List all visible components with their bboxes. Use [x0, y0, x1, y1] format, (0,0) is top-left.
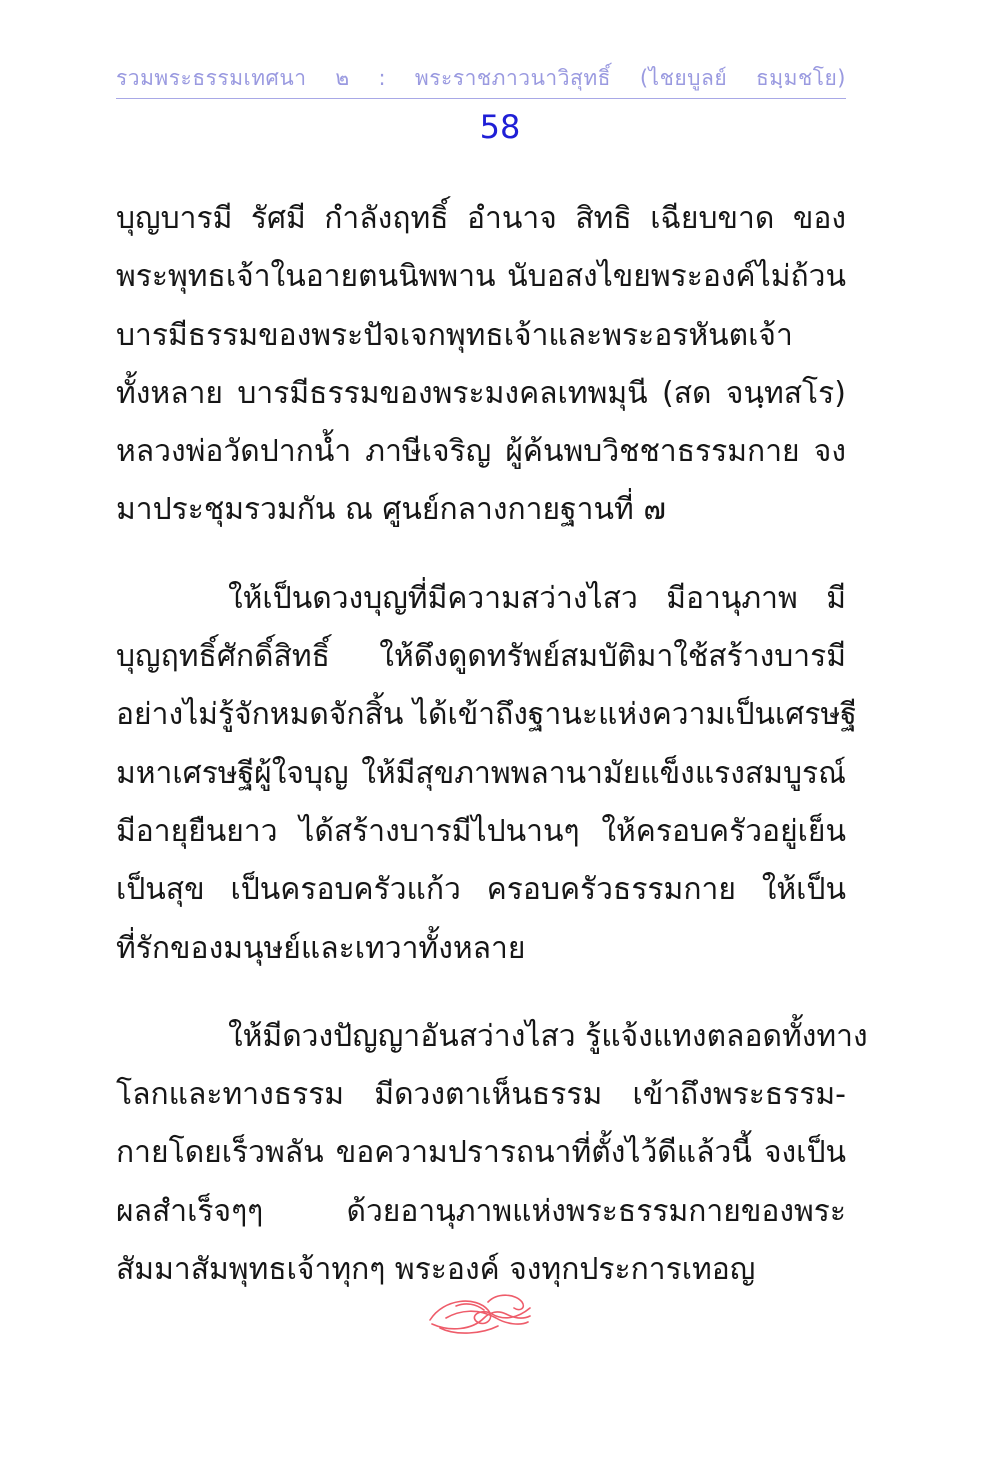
text-line: หลวงพ่อวัดปากน้ำ ภาษีเจริญ ผู้ค้นพบวิชชาธรรมกาย จง	[116, 434, 846, 470]
text-line: ทั้งหลาย บารมีธรรมของพระมงคลเทพมุนี (สด จนฺทสโร)	[116, 375, 846, 411]
text-line: กายโดยเร็วพลัน ขอความปรารถนาที่ตั้งไว้ดีแล้วนี้ จงเป็น	[116, 1135, 846, 1171]
text-line: บุญบารมี รัศมี กำลังฤทธิ์ อำนาจ สิทธิ เฉียบขาด ของ	[116, 201, 846, 236]
running-header-title: รวมพระธรรมเทศนา ๒ : พระราชภาวนาวิสุทธิ์ (ไชยบูลย์ ธมฺมชโย)	[116, 66, 846, 90]
text-line: มาประชุมรวมกัน ณ ศูนย์กลางกายฐานที่ ๗	[116, 492, 666, 528]
text-line: อย่างไม่รู้จักหมดจักสิ้น ได้เข้าถึงฐานะแห่งความเป็นเศรษฐี	[116, 697, 857, 733]
text-line: บารมีธรรมของพระปัจเจกพุทธเจ้าและพระอรหันตเจ้า	[116, 317, 793, 353]
header-divider	[116, 98, 846, 99]
paragraph-1	[116, 190, 846, 540]
text-line: มหาเศรษฐีผู้ใจบุญ ให้มีสุขภาพพลานามัยแข็งแรงสมบูรณ์	[116, 755, 846, 791]
text-line: ที่รักของมนุษย์และเทวาทั้งหลาย	[116, 930, 526, 966]
text-line: เป็นสุข เป็นครอบครัวแก้ว ครอบครัวธรรมกาย ให้เป็น	[116, 872, 846, 908]
text-line: ให้มีดวงปัญญาอันสว่างไสว รู้แจ้งแทงตลอดทั้งทาง	[228, 1018, 868, 1054]
body-text	[116, 190, 868, 1299]
paragraph-3	[116, 1008, 868, 1299]
text-line: มีอายุยืนยาว ได้สร้างบารมีไปนานๆ ให้ครอบครัวอยู่เย็น	[116, 813, 846, 849]
text-line: โลกและทางธรรม มีดวงตาเห็นธรรม เข้าถึงพระธรรม-	[116, 1077, 846, 1113]
text-line: พระพุทธเจ้าในอายตนนิพพาน นับอสงไขยพระองค์ไม่ถ้วน	[116, 259, 846, 295]
text-line: บุญฤทธิ์ศักดิ์สิทธิ์ ให้ดึงดูดทรัพย์สมบัติมาใช้สร้างบารมี	[116, 639, 846, 675]
text-line: ผลสำเร็จๆๆ ด้วยอานุภาพแห่งพระธรรมกายของพระ	[116, 1193, 846, 1229]
text-line: ให้เป็นดวงบุญที่มีความสว่างไสว มีอานุภาพ มี	[228, 580, 846, 616]
flourish-ornament-icon	[426, 1288, 534, 1338]
paragraph-2	[116, 570, 857, 978]
page-number: 58	[479, 108, 521, 146]
text-line: สัมมาสัมพุทธเจ้าทุกๆ พระองค์ จงทุกประการเทอญ	[116, 1252, 756, 1288]
